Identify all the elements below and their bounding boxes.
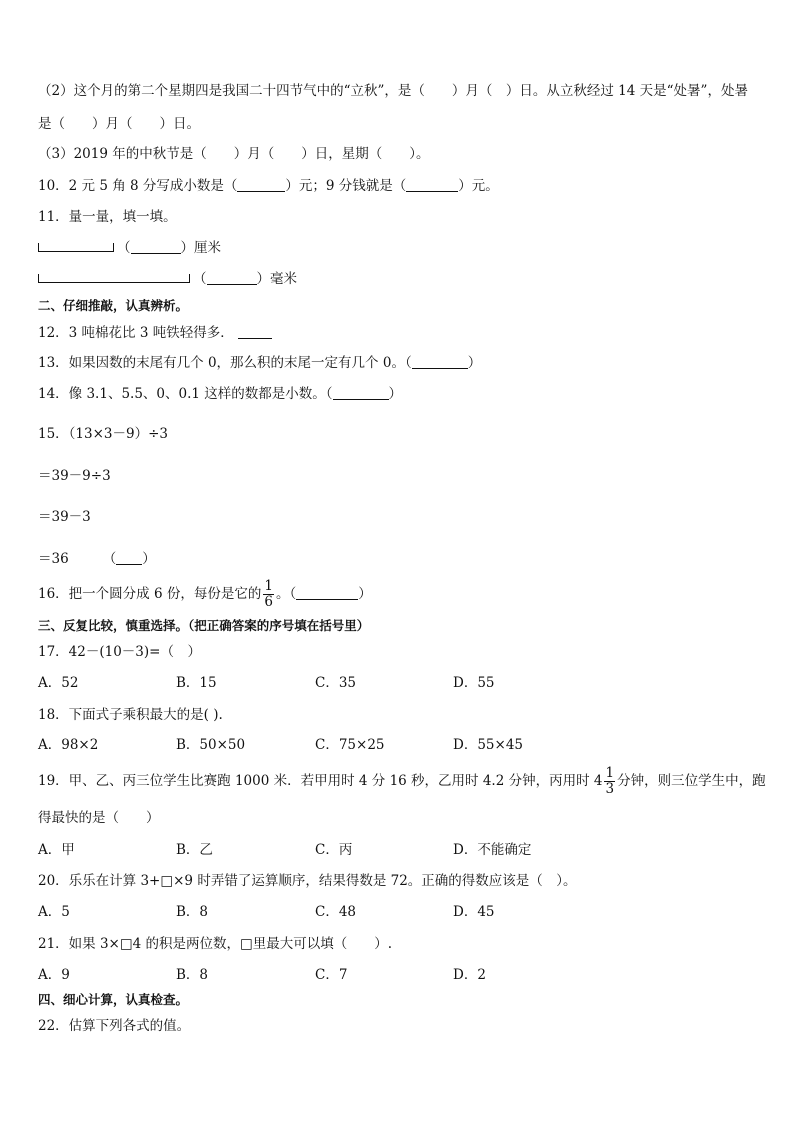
- q17-option-c[interactable]: C．35: [315, 675, 357, 691]
- q13-close: ）: [467, 355, 482, 371]
- q19-option-b[interactable]: B．乙: [176, 842, 213, 858]
- question-20: 20．乐乐在计算 3+□×9 时弄错了运算顺序，结果得数是 72。正确的得数应该是（ ）。: [38, 873, 577, 889]
- q15-open: （: [102, 551, 117, 567]
- q19-denominator: 3: [605, 781, 615, 797]
- q12-text: 12．3 吨棉花比 3 吨铁轻得多．: [38, 325, 234, 341]
- q17-option-b[interactable]: B．15: [176, 675, 217, 691]
- q19-option-c[interactable]: C．丙: [315, 842, 353, 858]
- q21-option-b[interactable]: B．8: [176, 967, 209, 983]
- question-19-line1: [38, 764, 766, 798]
- q16-fraction: [263, 579, 274, 610]
- question-14: [38, 385, 402, 403]
- line-segment-short: [38, 243, 114, 252]
- q11-r2-unit: ）毫米: [256, 271, 297, 287]
- q18-option-b[interactable]: B．50×50: [176, 737, 246, 753]
- q10-blank-1[interactable]: [237, 178, 285, 192]
- q11-blank-2[interactable]: [207, 271, 257, 285]
- question-18: 18．下面式子乘积最大的是( ).: [38, 707, 223, 723]
- q14-text: 14．像 3.1、5.5、0、0.1 这样的数都是小数。（: [38, 386, 333, 402]
- q15-line4: [38, 550, 156, 568]
- q15-line3: ＝39－3: [38, 509, 91, 525]
- question-19-line2: 得最快的是（ ）: [38, 810, 160, 826]
- q15-line1: 15．（13×3－9）÷3: [38, 426, 168, 442]
- q15-result: ＝36: [38, 551, 69, 567]
- q17-option-d[interactable]: D．55: [453, 675, 495, 691]
- q20-option-a[interactable]: A．5: [38, 904, 70, 920]
- q21-option-d[interactable]: D．2: [453, 967, 486, 983]
- q14-blank[interactable]: [333, 386, 389, 400]
- q9-part2-line1: （2）这个月的第二个星期四是我国二十四节气中的“立秋”，是（ ）月（ ）日。从立秋经过 14 天是“处暑”，处暑: [38, 83, 748, 99]
- q18-option-c[interactable]: C．75×25: [315, 737, 385, 753]
- question-16: [38, 578, 372, 610]
- section-3-heading: 三、反复比较，慎重选择。（把正确答案的序号填在括号里）: [38, 618, 370, 633]
- q13-blank[interactable]: [412, 355, 468, 369]
- q11-r1-open: （: [117, 240, 131, 256]
- q19-text-b: 分钟，则三位学生中，跑: [617, 773, 766, 789]
- q13-text: 13．如果因数的末尾有几个 0，那么积的末尾一定有几个 0。（: [38, 355, 412, 371]
- q10-blank-2[interactable]: [406, 178, 458, 192]
- q18-option-d[interactable]: D．55×45: [453, 737, 523, 753]
- q18-option-a[interactable]: A．98×2: [38, 737, 99, 753]
- question-21: 21．如果 3×□4 的积是两位数，□里最大可以填（ ）.: [38, 936, 393, 952]
- q20-option-c[interactable]: C．48: [315, 904, 357, 920]
- q10-text-b: ）元；9 分钱就是（: [285, 178, 407, 194]
- q10-text-c: ）元。: [458, 178, 499, 194]
- question-10: [38, 177, 499, 195]
- q11-r2-open: （: [193, 271, 207, 287]
- q20-option-b[interactable]: B．8: [176, 904, 209, 920]
- q15-blank[interactable]: [116, 551, 142, 565]
- question-13: [38, 354, 481, 372]
- q11-blank-1[interactable]: [131, 240, 181, 254]
- q16-blank[interactable]: [296, 586, 358, 600]
- q9-part3: （3）2019 年的中秋节是（ ）月（ ）日，星期（ ）。: [38, 146, 430, 162]
- q12-blank[interactable]: [238, 325, 272, 339]
- question-22: 22．估算下列各式的值。: [38, 1018, 191, 1034]
- q16-text: 16．把一个圆分成 6 份，每份是它的: [38, 586, 262, 602]
- section-2-heading: 二、仔细推敲，认真辨析。: [38, 298, 189, 313]
- line-segment-long: [38, 274, 190, 283]
- q19-numerator: 1: [605, 765, 615, 781]
- question-11-row2: [38, 270, 297, 288]
- q11-r1-unit: ）厘米: [180, 240, 221, 256]
- q21-option-a[interactable]: A．9: [38, 967, 70, 983]
- q16-text-b: 。（: [275, 586, 297, 602]
- q10-text-a: 10．2 元 5 角 8 分写成小数是（: [38, 178, 238, 194]
- q21-option-c[interactable]: C．7: [315, 967, 348, 983]
- q16-numerator: 1: [264, 578, 273, 594]
- question-12: [38, 324, 272, 342]
- question-11-row1: [38, 239, 221, 257]
- q15-line2: ＝39－9÷3: [38, 468, 111, 484]
- question-11-title: 11．量一量，填一填。: [38, 209, 177, 225]
- question-17: 17．42－(10－3)=（ ）: [38, 644, 201, 660]
- q19-text-a: 19．甲、乙、丙三位学生比赛跑 1000 米．若甲用时 4 分 16 秒，乙用时 4.2 分钟，丙用时 4: [38, 773, 603, 789]
- q15-close: ）: [142, 551, 156, 567]
- q16-denominator: 6: [264, 594, 273, 610]
- q19-fraction: [604, 766, 615, 797]
- q19-option-a[interactable]: A．甲: [38, 842, 75, 858]
- q20-option-d[interactable]: D．45: [453, 904, 495, 920]
- section-4-heading: 四、细心计算，认真检查。: [38, 992, 189, 1007]
- q19-option-d[interactable]: D．不能确定: [453, 842, 532, 858]
- q17-option-a[interactable]: A．52: [38, 675, 79, 691]
- q16-close: ）: [358, 586, 372, 602]
- q14-close: ）: [388, 386, 403, 402]
- q9-part2-line2: 是（ ）月（ ）日。: [38, 116, 200, 132]
